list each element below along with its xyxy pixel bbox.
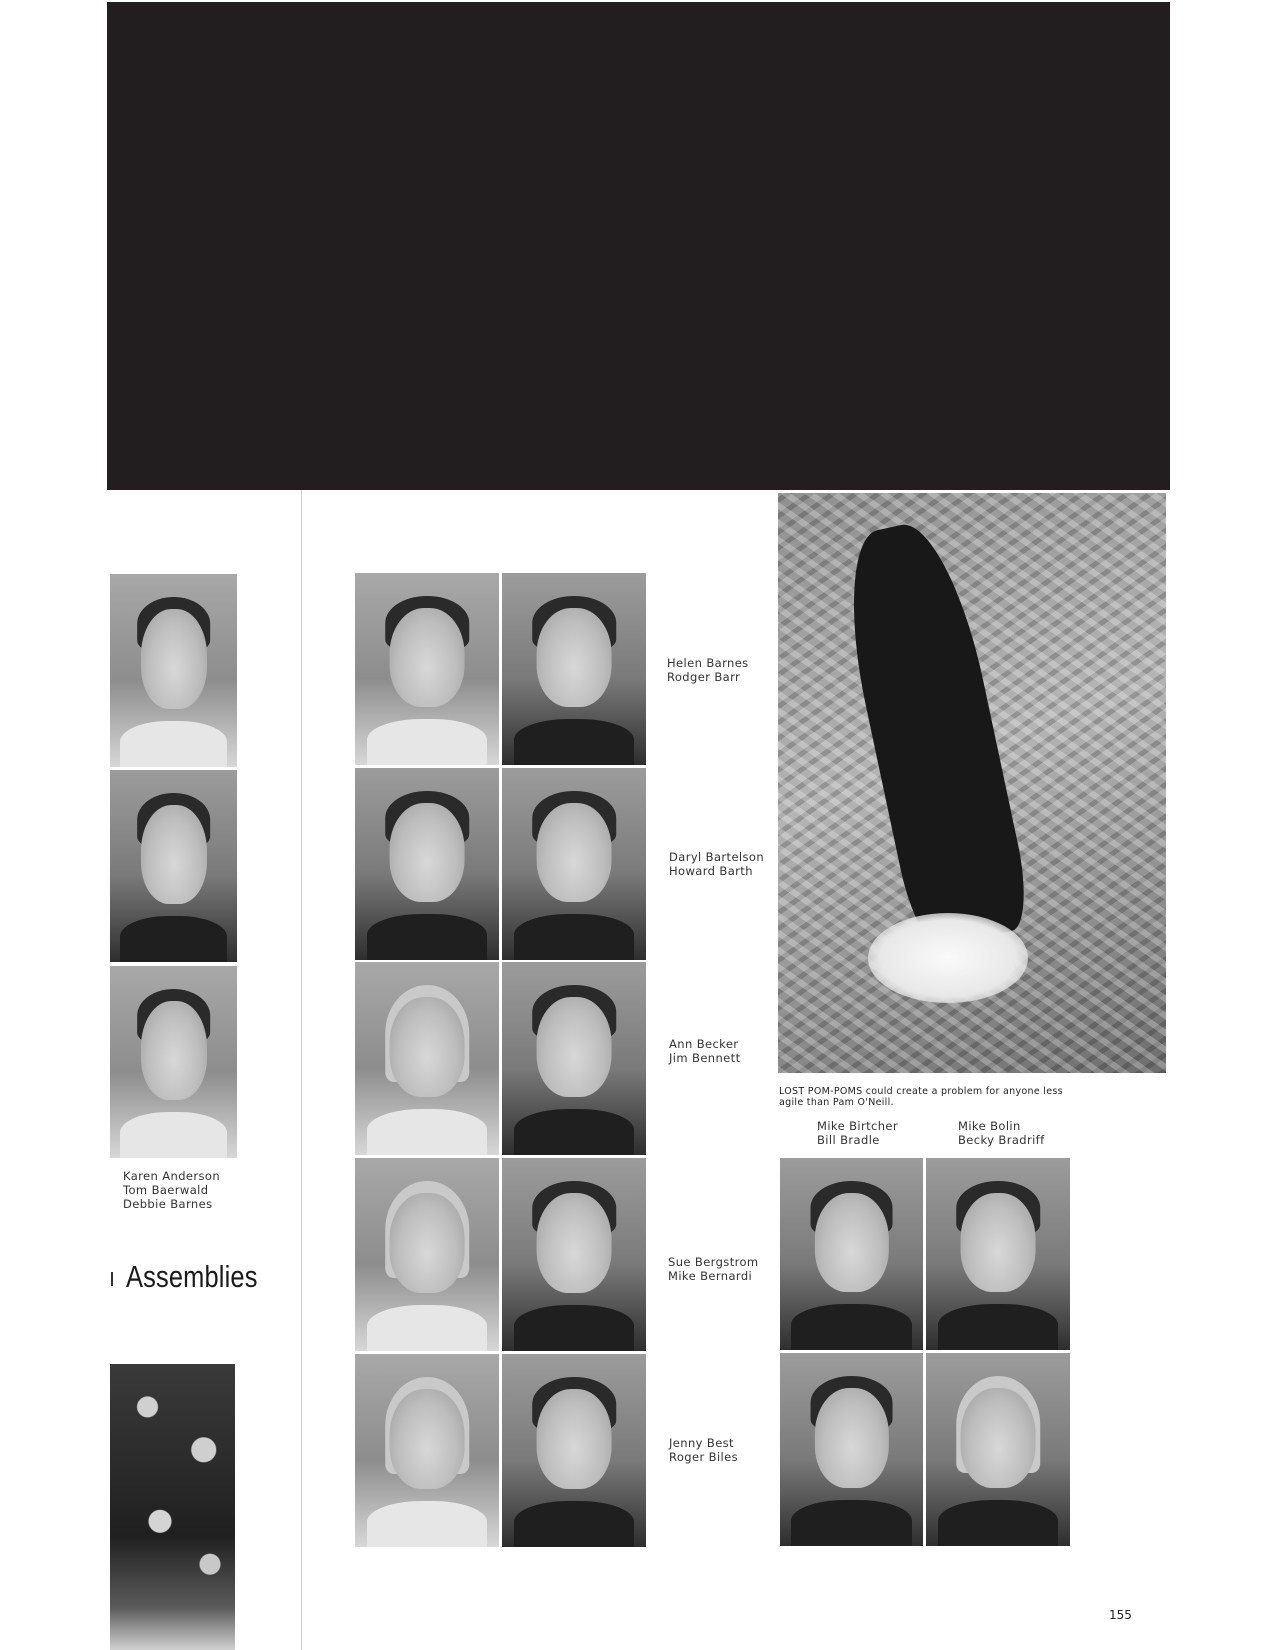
name-label: Bill Bradle	[817, 1133, 880, 1147]
redacted-photo-block	[107, 2, 1170, 490]
center-names-row-1	[667, 656, 749, 684]
name-label: Tom Baerwald	[123, 1183, 209, 1197]
page-number: 155	[1109, 1608, 1132, 1622]
right-names-right-block	[958, 1119, 1045, 1147]
portrait-mike-bernardi	[502, 1158, 646, 1351]
name-label: Mike Bernardi	[668, 1269, 753, 1283]
portrait-helen-barnes	[355, 573, 499, 765]
portrait-howard-barth	[502, 768, 646, 960]
portrait-jim-bennett	[502, 962, 646, 1155]
portrait-rodger-barr	[502, 573, 646, 765]
name-label: Becky Bradriff	[958, 1133, 1045, 1147]
left-names-block	[123, 1169, 220, 1211]
center-names-row-5	[669, 1436, 738, 1464]
center-names-row-3	[669, 1037, 740, 1065]
name-label: Helen Barnes	[667, 656, 749, 670]
name-label: Debbie Barnes	[123, 1197, 213, 1211]
name-label: Roger Biles	[669, 1450, 739, 1464]
name-label: Jim Bennett	[669, 1051, 741, 1065]
title-marker	[111, 1272, 113, 1286]
pom-pom-action-photo	[778, 493, 1166, 1073]
portrait-daryl-bartelson	[355, 768, 499, 960]
center-names-row-2	[669, 850, 764, 878]
portrait-jenny-best	[355, 1354, 499, 1547]
name-label: Rodger Barr	[667, 670, 741, 684]
portrait-tom-baerwald	[110, 770, 237, 962]
name-label: Jenny Best	[669, 1436, 734, 1450]
name-label: Sue Bergstrom	[668, 1255, 759, 1269]
portrait-mike-birtcher	[780, 1158, 923, 1350]
portrait-becky-bradriff	[926, 1353, 1070, 1546]
photo-caption: LOST POM-POMS could create a problem for anyone less agile than Pam O'Neill.	[779, 1086, 1063, 1108]
name-label: Daryl Bartelson	[669, 850, 765, 864]
portrait-bill-bradle	[780, 1353, 923, 1546]
portrait-ann-becker	[355, 962, 499, 1155]
name-label: Mike Birtcher	[817, 1119, 899, 1133]
name-label: Karen Anderson	[123, 1169, 221, 1183]
center-names-row-4	[668, 1255, 759, 1283]
portrait-sue-bergstrom	[355, 1158, 499, 1351]
right-names-left-block	[817, 1119, 898, 1147]
assembly-crowd-photo	[110, 1364, 235, 1650]
page-gutter-line	[301, 490, 302, 1650]
name-label: Mike Bolin	[958, 1119, 1021, 1133]
name-label: Ann Becker	[669, 1037, 739, 1051]
section-title: Assemblies	[126, 1259, 258, 1294]
portrait-mike-bolin	[926, 1158, 1070, 1350]
name-label: Howard Barth	[669, 864, 753, 878]
portrait-karen-anderson	[110, 574, 237, 767]
portrait-roger-biles	[502, 1354, 646, 1547]
portrait-debbie-barnes	[110, 966, 237, 1158]
